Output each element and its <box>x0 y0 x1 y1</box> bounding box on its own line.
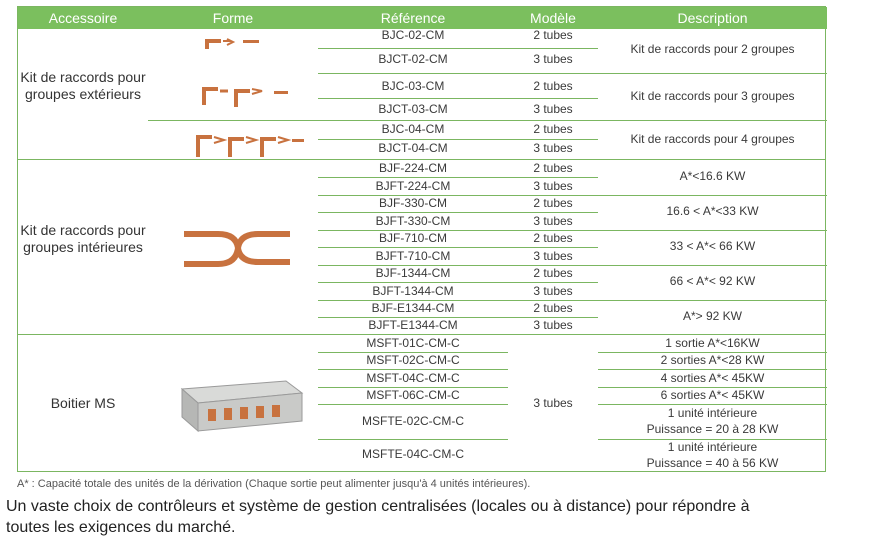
desc-cell: Puissance = 20 à 28 KW <box>646 422 779 436</box>
model-cell: 3 tubes <box>533 102 573 116</box>
model-cell: 2 tubes <box>533 79 573 93</box>
desc-cell: Puissance = 40 à 56 KW <box>646 456 779 470</box>
desc-cell: 33 < A*< 66 KW <box>669 239 756 253</box>
model-cell: 2 tubes <box>533 161 573 175</box>
ref-cell: MSFT-06C-CM-C <box>366 388 460 402</box>
model-cell: 2 tubes <box>533 231 573 245</box>
ref-cell: BJCT-03-CM <box>378 102 448 116</box>
ref-cell: MSFT-01C-CM-C <box>366 336 460 350</box>
model-cell: 3 tubes <box>533 52 573 66</box>
ref-cell: BJF-1344-CM <box>375 266 451 280</box>
model-cell: 3 tubes <box>533 284 573 298</box>
desc-cell: Kit de raccords pour 3 groupes <box>630 89 795 103</box>
ref-cell: BJC-03-CM <box>381 79 445 93</box>
row-divider <box>318 282 598 283</box>
y-joint-2-image <box>203 35 263 53</box>
y-branch-image <box>178 222 298 274</box>
row-divider <box>148 120 827 121</box>
desc-cell: 16.6 < A*<33 KW <box>666 204 759 218</box>
ms-box-image <box>168 375 308 437</box>
desc-cell: Kit de raccords pour 4 groupes <box>630 132 795 146</box>
ref-cell: BJFT-E1344-CM <box>368 318 458 332</box>
section-divider <box>18 159 825 160</box>
ref-cell: MSFTE-02C-CM-C <box>362 414 464 428</box>
section-label-ms: Boitier MS <box>50 395 116 411</box>
header-description: Description <box>598 7 827 29</box>
ref-cell: BJF-710-CM <box>378 231 447 245</box>
row-divider <box>318 177 598 178</box>
header-accessoire: Accessoire <box>18 7 148 29</box>
section-label-exterior: Kit de raccords pour groupes extérieurs <box>20 69 146 102</box>
desc-cell: 1 unité intérieure <box>667 440 758 454</box>
model-cell: 2 tubes <box>533 301 573 315</box>
header-reference: Référence <box>318 7 508 29</box>
ref-cell: BJFT-330-CM <box>375 214 451 228</box>
ref-cell: BJFT-710-CM <box>375 249 451 263</box>
row-divider <box>318 139 598 140</box>
desc-cell: 1 sortie A*<16KW <box>665 336 760 350</box>
ref-cell: BJC-02-CM <box>381 28 445 42</box>
model-cell: 3 tubes <box>533 318 573 332</box>
section-label-interior: Kit de raccords pour groupes intérieures <box>20 222 146 255</box>
model-cell: 2 tubes <box>533 28 573 42</box>
row-divider <box>318 98 598 99</box>
footnote: A* : Capacité totale des unités de la dérivation (Chaque sortie peut alimenter jusqu'à 4 unités intérieures). <box>17 478 531 490</box>
ref-cell: BJF-330-CM <box>378 196 447 210</box>
ref-cell: BJFT-224-CM <box>375 179 451 193</box>
row-divider <box>318 48 598 49</box>
row-divider <box>318 247 598 248</box>
model-cell: 3 tubes <box>533 214 573 228</box>
row-divider <box>598 369 827 370</box>
ref-cell: BJF-E1344-CM <box>371 301 455 315</box>
ref-cell: MSFT-04C-CM-C <box>366 371 460 385</box>
ref-cell: BJFT-1344-CM <box>372 284 454 298</box>
y-joint-3-image <box>198 81 298 109</box>
row-divider <box>318 73 827 74</box>
desc-cell: 4 sorties A*< 45KW <box>660 371 765 385</box>
row-divider <box>318 369 508 370</box>
desc-cell: A*<16.6 KW <box>679 169 746 183</box>
row-divider <box>598 404 827 405</box>
row-divider <box>318 212 598 213</box>
section-divider <box>18 334 825 335</box>
model-cell: 2 tubes <box>533 196 573 210</box>
desc-cell: 2 sorties A*<28 KW <box>660 353 765 367</box>
model-cell: 2 tubes <box>533 266 573 280</box>
model-cell: 2 tubes <box>533 122 573 136</box>
model-cell: 3 tubes <box>533 179 573 193</box>
desc-cell: A*> 92 KW <box>682 309 743 323</box>
accessories-table <box>17 6 826 472</box>
ref-cell: MSFTE-04C-CM-C <box>362 447 464 461</box>
row-divider <box>318 404 508 405</box>
ref-cell: MSFT-02C-CM-C <box>366 353 460 367</box>
row-divider <box>318 439 508 440</box>
desc-cell: Kit de raccords pour 2 groupes <box>630 42 795 56</box>
header-forme: Forme <box>148 7 318 29</box>
model-cell: 3 tubes <box>533 396 573 410</box>
ref-cell: BJF-224-CM <box>378 161 447 175</box>
desc-cell: 66 < A*< 92 KW <box>669 274 756 288</box>
desc-cell: 1 unité intérieure <box>667 406 758 420</box>
y-joint-4-image <box>190 129 310 161</box>
model-cell: 3 tubes <box>533 249 573 263</box>
desc-cell: 6 sorties A*< 45KW <box>660 388 765 402</box>
ref-cell: BJCT-02-CM <box>378 52 448 66</box>
header-modele: Modèle <box>508 7 598 29</box>
ref-cell: BJC-04-CM <box>381 122 445 136</box>
body-paragraph: Un vaste choix de contrôleurs et système de gestion centralisées (locales ou à distance) pour répondre à toutes les exigences du marché. <box>6 498 750 536</box>
model-cell: 3 tubes <box>533 141 573 155</box>
ref-cell: BJCT-04-CM <box>378 141 448 155</box>
